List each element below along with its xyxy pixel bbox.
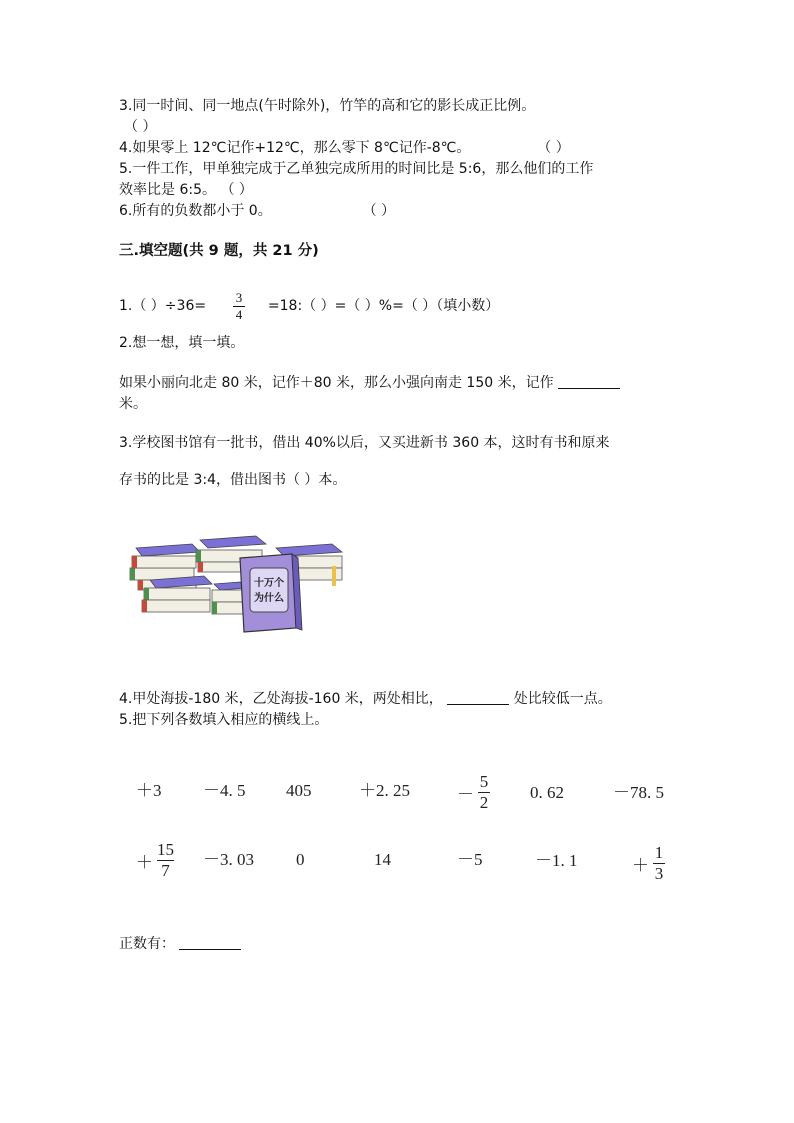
book-stack-front <box>142 576 246 614</box>
fill-q2-answer-blank[interactable] <box>558 374 620 389</box>
fraction-5-2 <box>478 772 490 813</box>
fraction-numerator: 3 <box>235 289 243 305</box>
fill-q2-text-1: 如果小丽向北走 80 米，记作＋80 米，那么小强向南走 150 米，记作 <box>119 375 554 391</box>
books-illustration <box>128 530 358 636</box>
judge-q5-line1 <box>119 159 593 179</box>
judge-q4-answer-paren[interactable]: （ ） <box>537 140 570 156</box>
fill-q4-pre: 4.甲处海拔-180 米，乙处海拔-160 米，两处相比， <box>119 691 443 707</box>
fill-q3-text-1: 3.学校图书馆有一批书，借出 40%以后，又买进新书 360 本，这时有书和原来 <box>119 435 610 451</box>
fill-q3-line2 <box>119 470 346 490</box>
fill-q2-line1 <box>119 373 620 393</box>
judge-q3-text: 3.同一时间、同一地点(午时除外)，竹竿的高和它的影长成正比例。 <box>119 98 536 114</box>
number-minus-5: －5 <box>457 850 483 869</box>
number-minus-5-over-2 <box>457 772 490 813</box>
judge-q4-line <box>119 138 570 158</box>
number-0-62: 0. 62 <box>530 783 564 802</box>
number-minus-1-1: －1. 1 <box>535 851 578 870</box>
fraction-numerator: 5 <box>479 772 489 791</box>
fill-q2-title-line <box>119 333 244 353</box>
fill-q2-line2 <box>119 394 147 414</box>
book-label-2: 为什么 <box>254 593 284 604</box>
fraction-1-3 <box>653 843 665 884</box>
fill-q5-title: 5.把下列各数填入相应的横线上。 <box>119 712 329 728</box>
positive-numbers-label: 正数有： <box>119 936 175 952</box>
number-0: 0 <box>296 850 305 869</box>
positive-numbers-line <box>119 934 241 954</box>
fraction-denominator: 2 <box>479 793 489 812</box>
judge-q6-line <box>119 201 395 221</box>
fraction-3-4 <box>233 290 245 323</box>
positive-numbers-blank[interactable] <box>179 935 241 950</box>
number-14: 14 <box>374 850 391 869</box>
fraction-denominator: 4 <box>235 306 243 322</box>
number-plus-15-over-7 <box>136 840 174 881</box>
section-3-heading <box>119 241 319 261</box>
number-plus-1-over-3 <box>632 843 665 884</box>
book-label-1: 十万个 <box>254 578 284 589</box>
judge-q4-text: 4.如果零上 12℃记作+12℃，那么零下 8℃记作-8℃。 <box>119 140 471 156</box>
big-book <box>240 554 302 632</box>
number-405: 405 <box>286 781 312 800</box>
judge-q5-text-2: 效率比是 6:5。 <box>119 182 216 198</box>
sign-plus: ＋ <box>136 853 153 872</box>
fill-q4-line <box>119 689 612 709</box>
judge-q6-text: 6.所有的负数都小于 0。 <box>119 203 272 219</box>
fraction-numerator: 15 <box>157 840 174 859</box>
number-plus-3: ＋3 <box>136 781 162 800</box>
sign-plus: ＋ <box>632 856 649 875</box>
number-minus-4-5: －4. 5 <box>203 781 246 800</box>
sign-minus: － <box>457 785 474 804</box>
fill-q1-post: =18:（ ）=（ ）%=（ ）（填小数） <box>267 298 500 314</box>
fill-q4-post: 处比较低一点。 <box>513 691 612 707</box>
judge-q3-paren-line <box>124 117 156 137</box>
judge-q5-answer-paren[interactable]: （ ） <box>220 182 253 198</box>
fill-q1-line <box>119 288 499 324</box>
judge-q3-line <box>119 96 535 116</box>
fill-q4-answer-blank[interactable] <box>447 690 509 705</box>
fraction-denominator: 7 <box>161 861 170 880</box>
fill-q1-pre: 1.（ ）÷36= <box>119 298 207 314</box>
number-minus-3-03: －3. 03 <box>203 850 254 869</box>
judge-q5-line2 <box>119 180 253 200</box>
judge-q5-text-1: 5.一件工作，甲单独完成于乙单独完成所用的时间比是 5:6，那么他们的工作 <box>119 161 594 177</box>
fill-q3-line1 <box>119 433 610 453</box>
fill-q2-title: 2.想一想，填一填。 <box>119 335 245 351</box>
fill-q2-text-2: 米。 <box>119 396 147 412</box>
fill-q5-title-line <box>119 710 328 730</box>
fraction-numerator: 1 <box>654 843 664 862</box>
number-minus-78-5: －78. 5 <box>613 783 664 802</box>
fraction-15-7 <box>157 840 174 881</box>
number-plus-2-25: ＋2. 25 <box>359 781 410 800</box>
fraction-denominator: 3 <box>654 864 664 883</box>
judge-q6-answer-paren[interactable]: （ ） <box>362 203 396 219</box>
judge-q3-answer-paren[interactable]: （ ） <box>124 119 157 135</box>
fill-q3-text-2: 存书的比是 3:4，借出图书（ ）本。 <box>119 472 347 488</box>
section-3-title: 三.填空题(共 9 题，共 21 分) <box>119 243 319 259</box>
